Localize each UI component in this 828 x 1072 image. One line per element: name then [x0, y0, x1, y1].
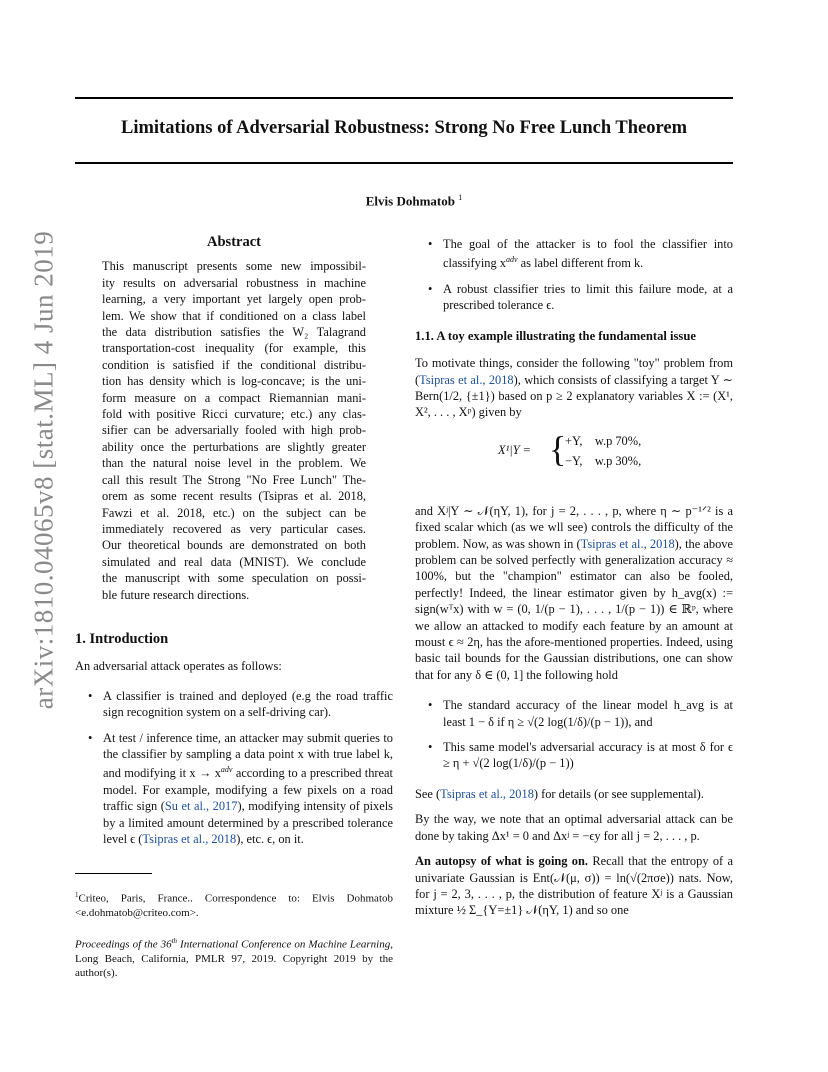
- right-column: [415, 236, 733, 919]
- list-item: • A robust classifier tries to limit this failure mode, at a prescribed tolerance ϵ.: [415, 281, 733, 314]
- attack-steps-list: [75, 688, 393, 848]
- toy-example-paragraph: To motivate things, consider the following "toy" problem from (Tsipras et al., 2018), which consists of classifying a target Y ∼ Bern(1/2, {±1}) based on p ≥ 2 explanatory variables X := (X¹, X², . . . , Xᵖ) given by: [415, 356, 733, 420]
- abstract-line: ity results on adversarial robustness in machine: [102, 275, 366, 290]
- footnote-proceedings: Proceedings of the 36th International Conference on Machine Learning, Long Beach, California, PMLR 97, 2019. Copyright 2019 by the author(s).: [75, 937, 393, 980]
- abstract-line: ble future research directions.: [102, 587, 250, 602]
- author-affiliation-mark: 1: [458, 193, 463, 202]
- abstract-line: fold with positive Ricci curvature; etc.) any clas-: [102, 407, 366, 422]
- abstract-line: Fawzi et al. 2018, etc.) on the subject can be: [102, 505, 366, 520]
- list-item: • The standard accuracy of the linear model h_avg is at least 1 − δ if η ≥ √(2 log(1/δ)/(p − 1)), and: [415, 697, 733, 730]
- footnote-area: [75, 873, 393, 980]
- abstract-line: tion has density which is log-concave; is the uni-: [102, 374, 366, 389]
- abstract-line: immediately recovered as very particular cases.: [102, 521, 366, 536]
- abstract-line: Our theoretical bounds are demonstrated on both: [102, 538, 366, 553]
- equation-lhs: X¹|Y =: [498, 442, 532, 457]
- list-item: • This same model's adversarial accuracy is at most δ for ϵ ≥ η + √(2 log(1/δ)/(p − 1)): [415, 739, 733, 772]
- title-bottom-rule: [75, 162, 733, 164]
- equation-case-1: +Y, w.p 70%,: [565, 433, 642, 448]
- abstract-line: This manuscript presents some new impossibil-: [102, 259, 366, 274]
- arxiv-stamp-text: arXiv:1810.04065v8 [stat.ML] 4 Jun 2019: [28, 230, 59, 710]
- linear-estimator-paragraph: and Xʲ|Y ∼ 𝒩(ηY, 1), for j = 2, . . . , p, where η ∼ p⁻¹ᐟ² is a fixed scalar which (as we wll see) controls the difficulty of the problem. Now, as was shown in (Tsipras et al., 2018), the above problem can be solved perfectly with generalization accuracy ≈ 100%, but the "champion" estimator can also be fooled, perfectly! Indeed, the linear estimator given by h_avg(x) := sign(wᵀx) with w = (0, 1/(p − 1), . . . , 1/(p − 1)) ∈ ℝᵖ, where we allow an attacked to modify each feature by an amount at moust ϵ ≈ 2η, has the afore-mentioned properties. Indeed, using basic tail bounds for the Gaussian distributions, one can show that for any δ ∈ (0, 1] the following hold: [415, 503, 733, 682]
- citation-link[interactable]: Tsipras et al., 2018: [142, 832, 237, 847]
- abstract-line: sifier can be adversarially fooled with high prob-: [102, 423, 366, 438]
- footnote-affiliation: $^1$Criteo, Paris, France.. Correspondence to: Elvis Dohmatob <e.dohmatob@criteo.com>.: [75, 891, 393, 919]
- introduction-heading: 1. Introduction: [75, 631, 169, 647]
- abstract-line: ability once the perturbations are slightly greater: [102, 439, 366, 454]
- abstract-line: orem as some recent results (Tsipras et al. 2018,: [102, 489, 366, 504]
- attacker-goals-list: [415, 236, 733, 314]
- citation-link[interactable]: Tsipras et al., 2018: [419, 372, 514, 387]
- subsection-heading: 1.1. A toy example illustrating the fundamental issue: [415, 328, 696, 343]
- footnote-rule: [75, 873, 152, 874]
- abstract-line: condition is satisfied if the conditional distribu-: [102, 357, 366, 372]
- abstract-line: transportation-cost inequality (for example, this: [102, 341, 366, 356]
- list-item: • At test / inference time, an attacker may submit queries to the classifier by sampling a data point x with true label k, and modifying it $x \to x^{adv}$ according to a prescribed threat model. For example, modifying a few pixels on a road traffic sign (Su et al., 2017), modifying intensity of pixels by a limited amount determined by a prescribed tolerance level ϵ (Tsipras et al., 2018), etc. ϵ, on it.: [75, 730, 393, 848]
- abstract-body: [102, 258, 366, 603]
- abstract-heading: Abstract: [207, 234, 261, 250]
- abstract-line: the data distribution satisfies the W₂ Talagrand: [102, 325, 366, 340]
- introduction-section: [75, 631, 393, 857]
- abstract-line: form measure on a compact Riemannian mani-: [102, 390, 366, 405]
- optimal-attack-paragraph: By the way, we note that an optimal adversarial attack can be done by taking Δx¹ = 0 and Δxʲ = −ϵy for all j = 2, . . . , p.: [415, 812, 733, 843]
- citation-link[interactable]: Tsipras et al., 2018: [580, 536, 675, 551]
- list-item: • The goal of the attacker is to fool the classifier into classifying $x^{adv}$ as label different from k.: [415, 236, 733, 272]
- citation-link[interactable]: Tsipras et al., 2018: [440, 786, 534, 801]
- equation-brace: {: [549, 428, 567, 469]
- equation-case-2: −Y, w.p 30%,: [565, 453, 642, 468]
- citation-link[interactable]: Su et al., 2017: [164, 799, 238, 814]
- top-rule: [75, 97, 733, 99]
- accuracy-bounds-list: [415, 697, 733, 772]
- left-column: [75, 234, 393, 603]
- author-name: Elvis Dohmatob: [365, 193, 455, 209]
- abstract-line: learning, a very important yet largely open prob-: [102, 292, 366, 307]
- see-reference-paragraph: See (Tsipras et al., 2018) for details (or see supplemental).: [415, 786, 704, 801]
- abstract-line: call this result The Strong "No Free Lunch" The-: [102, 472, 366, 487]
- paper-title: Limitations of Adversarial Robustness: Strong No Free Lunch Theorem: [121, 118, 687, 138]
- abstract-line: the manuscript with some speculation on possi-: [102, 571, 366, 586]
- abstract-line: lem. We show that if conditioned on a class label: [102, 308, 366, 323]
- list-item: • A classifier is trained and deployed (e.g the road traffic sign recognition system on a self-driving car).: [75, 688, 393, 721]
- equation-block: [415, 428, 733, 489]
- author-line: [0, 193, 828, 209]
- abstract-line: simulated and real data (MNIST). We conclude: [102, 554, 366, 569]
- autopsy-paragraph: An autopsy of what is going on. Recall that the entropy of a univariate Gaussian is Ent(𝒩(μ, σ)) = ln(√(2πσe)) nats. Now, for j = 2, 3, . . . , p, the distribution of feature Xʲ is a Gaussian mixture ½ Σ_{Y=±1} 𝒩(ηY, 1) and so one: [415, 854, 733, 918]
- abstract-line: than the natural noise level in the problem. We: [102, 456, 366, 471]
- introduction-lead: An adversarial attack operates as follows:: [75, 659, 282, 674]
